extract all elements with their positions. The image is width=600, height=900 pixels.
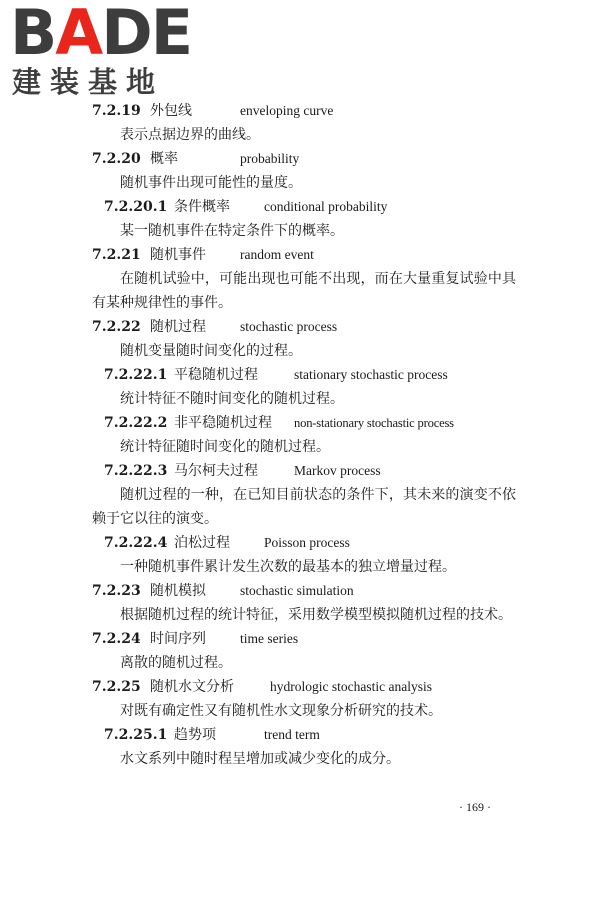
term-entry-7-2-20 (92, 147, 516, 195)
term-chinese: 非平稳随机过程 (174, 415, 272, 431)
term-chinese: 随机过程 (150, 319, 206, 335)
term-entry-7-2-22-2 (92, 411, 516, 459)
term-entry-7-2-25 (92, 675, 516, 723)
term-chinese: 概率 (150, 151, 178, 167)
term-english: Markov process (294, 463, 381, 478)
term-definition: 统计特征不随时间变化的随机过程。 (120, 391, 344, 407)
term-entry-7-2-19 (92, 99, 516, 147)
term-definition: 随机过程的一种，在已知目前状态的条件下，其未来的演变不依赖于它以往的演变。 (92, 487, 516, 527)
term-definition: 随机事件出现可能性的量度。 (120, 175, 302, 191)
term-number: 7.2.22.1 (104, 367, 168, 383)
term-definition: 根据随机过程的统计特征，采用数学模型模拟随机过程的技术。 (120, 607, 512, 623)
term-english: conditional probability (264, 199, 388, 214)
term-definition: 对既有确定性又有随机性水文现象分析研究的技术。 (120, 703, 442, 719)
term-english: hydrologic stochastic analysis (270, 679, 432, 694)
term-entry-7-2-21 (92, 243, 516, 315)
term-definition: 一种随机事件累计发生次数的最基本的独立增量过程。 (120, 559, 456, 575)
term-definition: 水文系列中随时程呈增加或减少变化的成分。 (120, 751, 400, 767)
term-number: 7.2.23 (92, 583, 141, 599)
term-chinese: 随机水文分析 (150, 679, 234, 695)
term-chinese: 平稳随机过程 (174, 367, 258, 383)
term-entry-7-2-22 (92, 315, 516, 363)
term-entry-7-2-22-1 (92, 363, 516, 411)
term-entry-7-2-22-3 (92, 459, 516, 531)
term-chinese: 时间序列 (150, 631, 206, 647)
term-number: 7.2.20.1 (104, 199, 168, 215)
term-definition: 离散的随机过程。 (120, 655, 232, 671)
page-number: · 169 · (459, 800, 491, 814)
term-number: 7.2.25.1 (104, 727, 168, 743)
term-chinese: 泊松过程 (174, 535, 230, 551)
term-number: 7.2.22.3 (104, 463, 168, 479)
term-english: random event (240, 247, 314, 262)
term-entry-7-2-25-1 (92, 723, 516, 771)
term-definition: 在随机试验中，可能出现也可能不出现，而在大量重复试验中具有某种规律性的事件。 (92, 271, 516, 311)
watermark-chinese-text: 建装基地 (12, 65, 165, 99)
term-english: Poisson process (264, 535, 350, 550)
term-number: 7.2.24 (92, 631, 141, 647)
watermark-latin-text: BADE (10, 0, 192, 69)
term-number: 7.2.20 (92, 151, 141, 167)
term-chinese: 随机事件 (150, 247, 206, 263)
term-chinese: 趋势项 (174, 727, 216, 743)
term-english: non-stationary stochastic process (294, 416, 454, 430)
term-number: 7.2.22.4 (104, 535, 168, 551)
term-chinese: 随机模拟 (150, 583, 206, 599)
term-number: 7.2.22.2 (104, 415, 168, 431)
term-chinese: 外包线 (150, 103, 192, 119)
term-definition: 表示点据边界的曲线。 (120, 127, 260, 143)
term-entry-7-2-24 (92, 627, 516, 675)
term-english: time series (240, 631, 299, 646)
term-english: stochastic process (240, 319, 338, 334)
term-chinese: 马尔柯夫过程 (174, 463, 258, 479)
term-english: probability (240, 151, 300, 166)
term-english: trend term (264, 727, 320, 742)
term-definition: 某一随机事件在特定条件下的概率。 (120, 223, 344, 239)
term-english: stochastic simulation (240, 583, 354, 598)
term-entry-7-2-23 (92, 579, 516, 627)
term-number: 7.2.21 (92, 247, 141, 263)
term-definition: 统计特征随时间变化的随机过程。 (120, 439, 330, 455)
term-number: 7.2.22 (92, 319, 141, 335)
term-english: stationary stochastic process (294, 367, 448, 382)
term-chinese: 条件概率 (174, 199, 230, 215)
term-definition: 随机变量随时间变化的过程。 (120, 343, 302, 359)
term-entry-7-2-20-1 (92, 195, 516, 243)
document-body (92, 99, 516, 771)
term-number: 7.2.19 (92, 103, 141, 119)
watermark-logo (10, 0, 192, 99)
term-number: 7.2.25 (92, 679, 141, 695)
term-english: enveloping curve (240, 103, 334, 118)
term-entry-7-2-22-4 (92, 531, 516, 579)
